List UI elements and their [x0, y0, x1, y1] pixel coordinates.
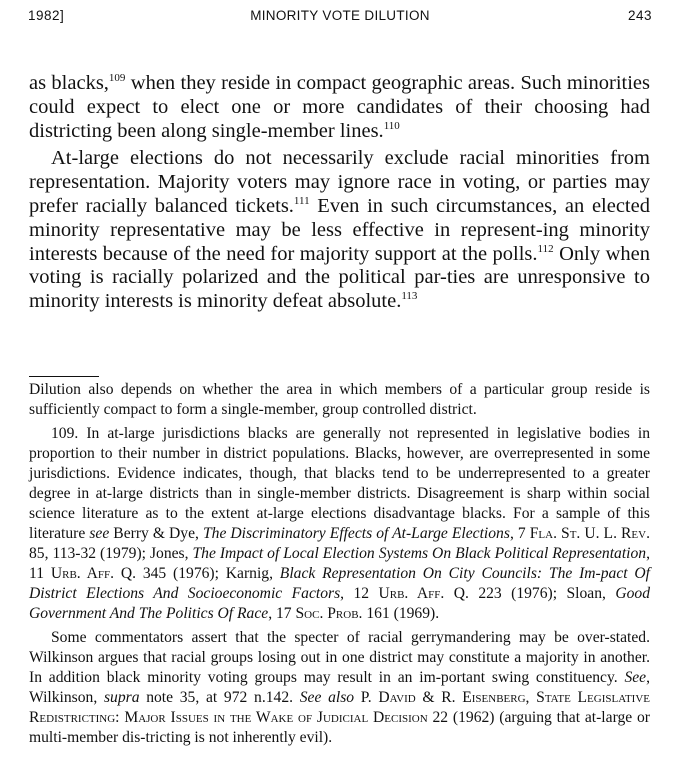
fn-article-title: The Impact of Local Election Systems On Black Political Representation [192, 545, 647, 562]
fn-signal: supra [103, 689, 140, 706]
fn-text: 109. In at-large jurisdictions blacks are generally not represented in legislative bodies in proportion to their number in district populations. Blacks, however, are overrepresented in some jurisdictions. Evidence indicates, though, that blacks tend to be underrepresented to a greater degree in at-large districts than in single-member districts. Disagreement is sharp within social science literature as to the extent at-large elections disadvantage blacks. For a sample of this literature [29, 425, 650, 542]
fn-text: , 12 [340, 585, 379, 602]
footnote-ref-113: 113 [401, 290, 418, 303]
body-text-span: Only when voting is racially polarized and the political par-ties are unresponsive to minority interests is minority defeat absolute. [29, 242, 651, 313]
fn-text: 161 (1969). [362, 605, 440, 622]
fn-text: Some commentators assert that the specter of racial gerrymandering may be over-stated. Wilkinson argues that racial groups losing out in one district may constitute a majority in another. In addition black minority voting groups may result in an im-portant swing constituency. [29, 629, 650, 686]
fn-text: 223 (1976); Sloan, [468, 585, 616, 602]
fn-journal: Urb. Aff. Q. [378, 585, 469, 602]
body-paragraph-1 [29, 72, 650, 143]
footnote-ref-109: 109 [108, 72, 126, 85]
body-text [29, 72, 650, 314]
body-paragraph-2 [29, 147, 650, 314]
fn-journal: Fla. St. U. L. Rev. [529, 525, 650, 542]
fn-signal: see [89, 525, 110, 542]
fn-journal: Soc. Prob. [295, 605, 363, 622]
running-header [28, 8, 652, 28]
fn-journal: Urb. Aff. Q. [50, 565, 137, 582]
body-text-span: Even in such circumstances, an elected minority representative may be less effective in represent-ing minority interests because of the need for majority support at the polls. [29, 194, 650, 265]
footnote-ref-110: 110 [383, 119, 400, 132]
fn-text: , Wilkinson, [29, 669, 650, 706]
header-title: MINORITY VOTE DILUTION [250, 8, 430, 23]
fn-article-title: Black Representation On City Councils: The Im-pact Of District Elections And Socioeconomic Factors [29, 565, 651, 602]
footnote-109 [29, 424, 650, 624]
header-year: 1982] [28, 8, 65, 23]
body-text-span: as blacks, [29, 72, 109, 94]
fn-signal: See also [299, 689, 355, 706]
footnotes [29, 380, 650, 748]
body-text-span: when they reside in compact geographic areas. Such minorities could expect to elect one or more candidates of their choosing had districting been along single-member lines. [29, 72, 650, 142]
fn-text: 22 (1962) (arguing that at-large or multi-member dis-tricting is not inherently evil). [29, 709, 651, 746]
fn-text: , 7 [509, 525, 530, 542]
fn-text: , 11 [29, 545, 651, 582]
fn-text: , 17 [268, 605, 296, 622]
footnote-109-paragraph-2 [29, 628, 650, 748]
fn-text: 85, 113-32 (1979); Jones, [29, 545, 193, 562]
fn-text: Berry & Dye, [109, 525, 203, 542]
footnote-continuation: Dilution also depends on whether the area in which members of a particular group reside is sufficiently compact to form a single-member, group controlled district. [29, 381, 650, 418]
fn-article-title: Good Government And The Politics Of Race [29, 585, 650, 622]
footnote-separator [29, 376, 99, 377]
fn-book-title: David & R. Eisenberg, State Legislative Redistricting: Major Issues in the Wake of Judicial Decision [29, 689, 650, 726]
fn-text: 345 (1976); Karnig, [136, 565, 280, 582]
fn-text: note 35, at 972 n.142. [139, 689, 300, 706]
fn-article-title: The Discriminatory Effects of At-Large Elections [202, 525, 510, 542]
footnote-ref-111: 111 [293, 195, 310, 208]
footnote-ref-112: 112 [537, 242, 554, 255]
fn-text: P. [354, 689, 379, 706]
fn-signal: See [624, 669, 647, 686]
body-text-span: At-large elections do not necessarily exclude racial minorities from representation. Majority voters may ignore race in voting, or parties may prefer racially balanced tickets. [29, 147, 650, 217]
page-number: 243 [627, 8, 652, 23]
